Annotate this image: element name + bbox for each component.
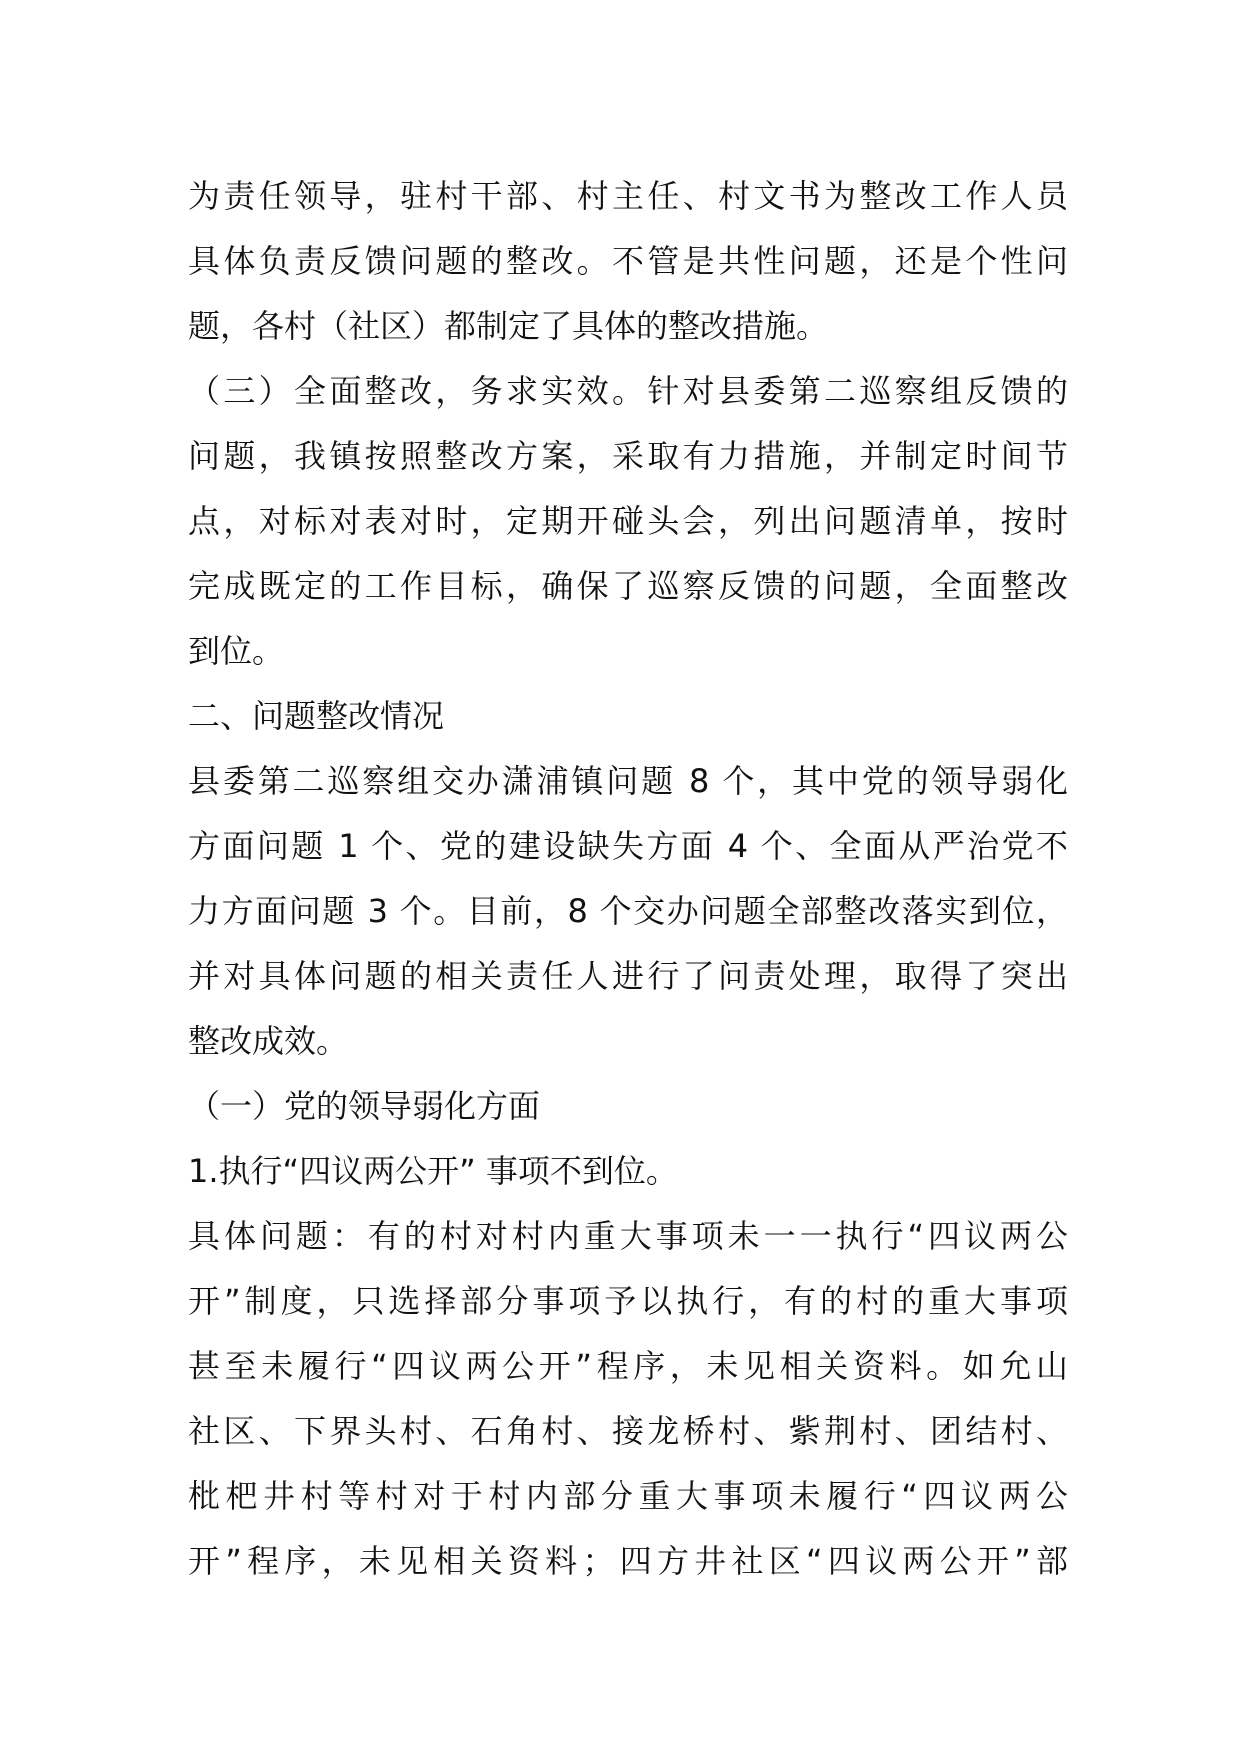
text-line: 并对具体问题的相关责任人进行了问责处理，取得了突出 bbox=[188, 957, 1068, 995]
document-page bbox=[188, 164, 1068, 1594]
text-line: 社区、下界头村、石角村、接龙桥村、紫荆村、团结村、 bbox=[188, 1412, 1068, 1450]
text-line: 方面问题 1 个、党的建设缺失方面 4 个、全面从严治党不 bbox=[188, 827, 1068, 865]
text-line: 为责任领导，驻村干部、村主任、村文书为整改工作人员 bbox=[188, 177, 1068, 215]
text-line: 县委第二巡察组交办潇浦镇问题 8 个，其中党的领导弱化 bbox=[188, 762, 1068, 800]
item-heading: 1.执行“四议两公开” 事项不到位。 bbox=[188, 1152, 678, 1190]
text-line: 开”制度，只选择部分事项予以执行，有的村的重大事项 bbox=[188, 1282, 1068, 1320]
text-line: 力方面问题 3 个。目前，8 个交办问题全部整改落实到位， bbox=[188, 892, 1068, 930]
text-line: 甚至未履行“四议两公开”程序，未见相关资料。如允山 bbox=[188, 1347, 1068, 1385]
text-line: 到位。 bbox=[188, 632, 285, 670]
text-line: 点，对标对表对时，定期开碰头会，列出问题清单，按时 bbox=[188, 502, 1068, 540]
text-line: 具体问题：有的村对村内重大事项未一一执行“四议两公 bbox=[188, 1217, 1068, 1255]
text-line: 完成既定的工作目标，确保了巡察反馈的问题，全面整改 bbox=[188, 567, 1068, 605]
subsection-heading: （一）党的领导弱化方面 bbox=[188, 1087, 541, 1125]
text-line: 具体负责反馈问题的整改。不管是共性问题，还是个性问 bbox=[188, 242, 1068, 280]
text-line: 问题，我镇按照整改方案，采取有力措施，并制定时间节 bbox=[188, 437, 1068, 475]
section-heading-line: （三）全面整改，务求实效。针对县委第二巡察组反馈的 bbox=[188, 372, 1068, 410]
text-line: 枇杷井村等村对于村内部分重大事项未履行“四议两公 bbox=[188, 1477, 1068, 1515]
text-line: 开”程序，未见相关资料；四方井社区“四议两公开”部 bbox=[188, 1542, 1068, 1580]
text-line: 整改成效。 bbox=[188, 1022, 349, 1060]
section-heading: 二、问题整改情况 bbox=[188, 697, 445, 735]
text-line: 题，各村（社区）都制定了具体的整改措施。 bbox=[188, 307, 829, 345]
